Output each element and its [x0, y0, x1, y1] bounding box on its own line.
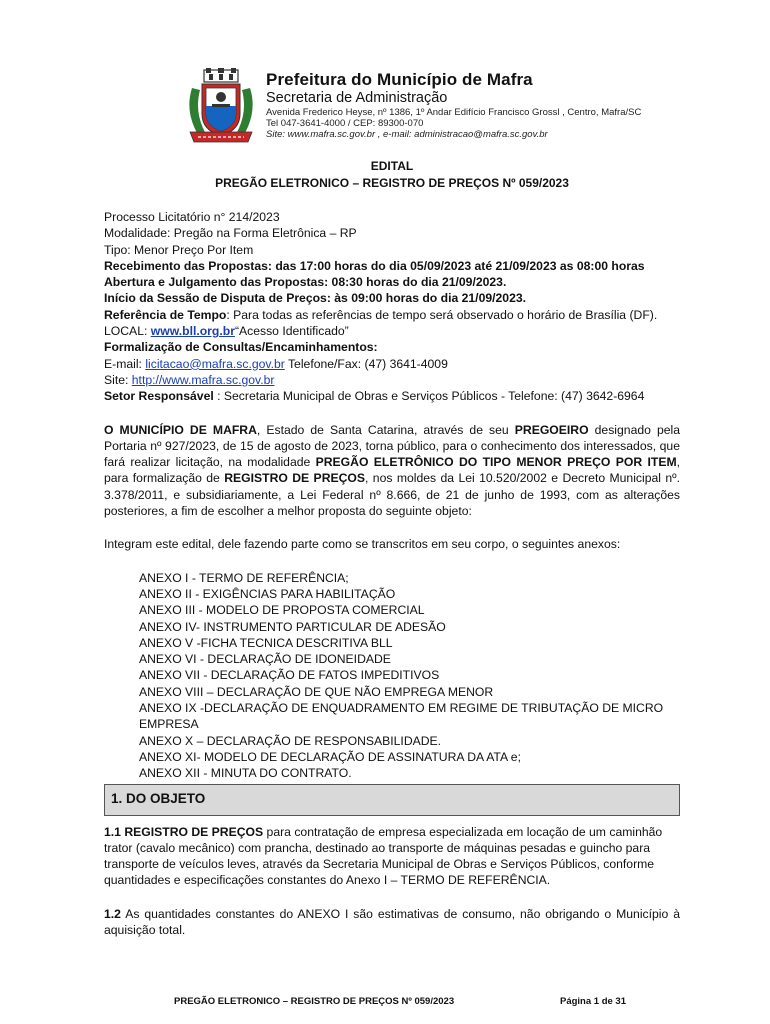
- info-recebimento: Recebimento das Propostas: das 17:00 horas do dia 05/09/2023 até 21/09/2023 as 08:00 horas: [104, 258, 645, 273]
- document-body: [104, 158, 680, 938]
- intro-modalidade: PREGÃO ELETRÔNICO DO TIPO MENOR PREÇO POR ITEM: [315, 455, 677, 470]
- intro-text-4: , nos moldes da Lei 10.520/2002 e Decreto Municipal nº. 3.378/2011, e subsidiariamente, a Lei Federal nº 8.666, de 21 de junho de 1993, com as alterações posteriores, a fim de escolher a melhor proposta do seguinte objeto:: [104, 471, 680, 519]
- letterhead: [182, 64, 742, 144]
- annex-item: ANEXO XI- MODELO DE DECLARAÇÃO DE ASSINATURA DA ATA e;: [139, 749, 521, 764]
- annex-item: ANEXO VI - DECLARAÇÃO DE IDONEIDADE: [139, 652, 391, 667]
- intro-annex-lead: Integram este edital, dele fazendo parte como se transcritos em seu corpo, o seguintes anexos:: [104, 537, 621, 552]
- org-address: Avenida Frederico Heyse, nº 1386, 1º Andar Edifício Francisco Grossl , Centro, Mafra/SC: [266, 107, 642, 118]
- municipal-coat-of-arms-icon: [182, 68, 260, 144]
- org-phone: Tel 047-3641-4000 / CEP: 89300-070: [266, 118, 424, 129]
- annex-item: ANEXO V -FICHA TECNICA DESCRITIVA BLL: [139, 635, 393, 650]
- p12-text: As quantidades constantes do ANEXO I são estimativas de consumo, não obrigando o Município à aquisição total.: [104, 906, 680, 937]
- info-inicio: Início da Sessão de Disputa de Preços: às 09:00 horas do dia 21/09/2023.: [104, 291, 527, 306]
- doc-subtitle: PREGÃO ELETRONICO – REGISTRO DE PREÇOS Nº 059/2023: [215, 176, 569, 190]
- org-site: Site: www.mafra.sc.gov.br , e-mail: administracao@mafra.sc.gov.br: [266, 129, 548, 140]
- site-label: Site:: [104, 372, 132, 387]
- info-site: [104, 372, 680, 388]
- intro-municipio: O MUNICÍPIO DE MAFRA: [104, 422, 257, 437]
- info-abertura: Abertura e Julgamento das Propostas: 08:30 horas do dia 21/09/2023.: [104, 275, 507, 290]
- setor-label: Setor Responsável: [104, 389, 214, 404]
- paragraph-1-2: [104, 906, 680, 939]
- local-label: LOCAL:: [104, 324, 151, 339]
- intro-text-3: , para formalização de: [104, 455, 680, 486]
- paragraph-1-1: [104, 824, 680, 889]
- org-name: Prefeitura do Município de Mafra: [266, 70, 533, 89]
- info-email: [104, 356, 680, 372]
- footer-page-number: Página 1 de 31: [560, 996, 627, 1007]
- info-setor: [104, 388, 680, 404]
- email-text: Telefone/Fax: (47) 3641-4009: [284, 356, 448, 371]
- doc-title: EDITAL: [370, 159, 414, 173]
- intro-pregoeiro: PREGOEIRO: [514, 422, 589, 437]
- footer-doc-ref: PREGÃO ELETRONICO – REGISTRO DE PREÇOS Nº 059/2023: [174, 996, 455, 1007]
- info-referencia: [104, 307, 680, 323]
- intro-text-1: , Estado de Santa Catarina, através de seu: [256, 422, 515, 437]
- annex-item: ANEXO VII - DECLARAÇÃO DE FATOS IMPEDITIVOS: [139, 668, 440, 683]
- info-modalidade: Modalidade: Pregão na Forma Eletrônica – RP: [104, 226, 357, 241]
- info-processo: Processo Licitatório n° 214/2023: [104, 210, 280, 224]
- p12-label: 1.2: [104, 906, 121, 921]
- info-local: [104, 323, 680, 339]
- annex-item: ANEXO X – DECLARAÇÃO DE RESPONSABILIDADE.: [139, 733, 442, 748]
- annex-item: ANEXO VIII – DECLARAÇÃO DE QUE NÃO EMPREGA MENOR: [139, 684, 494, 699]
- email-link[interactable]: licitacao@mafra.sc.gov.br: [145, 356, 285, 371]
- annex-item: ANEXO II - EXIGÊNCIAS PARA HABILITAÇÃO: [139, 586, 396, 601]
- intro-paragraph: [104, 422, 680, 520]
- p11-text: para contratação de empresa especializada em locação de um caminhão trator (cavalo mecânico) com prancha, destinado ao transporte de máquinas pesadas e guincho para transporte de veículos leves, através da Secretaria Municipal de Obras e Serviços Públicos, conforme quantidades e especificações constantes do Anexo I – TERMO DE REFERÊNCIA.: [104, 824, 663, 888]
- setor-text: : Secretaria Municipal de Obras e Serviços Públicos - Telefone: (47) 3642-6964: [213, 389, 645, 404]
- intro-registro: REGISTRO DE PREÇOS: [224, 471, 366, 486]
- org-subtitle: Secretaria de Administração: [266, 90, 448, 106]
- section-heading-objeto: 1. DO OBJETO: [104, 784, 680, 816]
- info-tipo: Tipo: Menor Preço Por Item: [104, 242, 254, 257]
- local-link[interactable]: www.bll.org.br: [150, 324, 235, 339]
- annex-item: ANEXO I - TERMO DE REFERÊNCIA;: [139, 570, 349, 585]
- info-formalizacao: Formalização de Consultas/Encaminhamentos:: [104, 340, 378, 355]
- p11-label: 1.1 REGISTRO DE PREÇOS: [104, 824, 264, 839]
- local-text: “Acesso Identificado”: [234, 324, 349, 339]
- annex-item: ANEXO III - MODELO DE PROPOSTA COMERCIAL: [139, 603, 425, 618]
- ref-label: Referência de Tempo: [104, 307, 227, 322]
- annex-item: ANEXO IX -DECLARAÇÃO DE ENQUADRAMENTO EM REGIME DE TRIBUTAÇÃO DE MICRO EMPRESA: [139, 701, 664, 732]
- annex-item: ANEXO XII - MINUTA DO CONTRATO.: [139, 766, 352, 781]
- annex-list: [104, 570, 680, 782]
- intro-text-2: designado pela Portaria nº 927/2023, de 15 de agosto de 2023, torna público, para o conhecimento dos interessados, que fará realizar licitação, na modalidade: [104, 422, 681, 470]
- ref-text: : Para todas as referências de tempo será observado o horário de Brasília (DF).: [226, 307, 658, 322]
- email-label: E-mail:: [104, 356, 146, 371]
- annex-item: ANEXO IV- INSTRUMENTO PARTICULAR DE ADESÃO: [139, 619, 446, 634]
- site-link[interactable]: http://www.mafra.sc.gov.br: [131, 372, 275, 387]
